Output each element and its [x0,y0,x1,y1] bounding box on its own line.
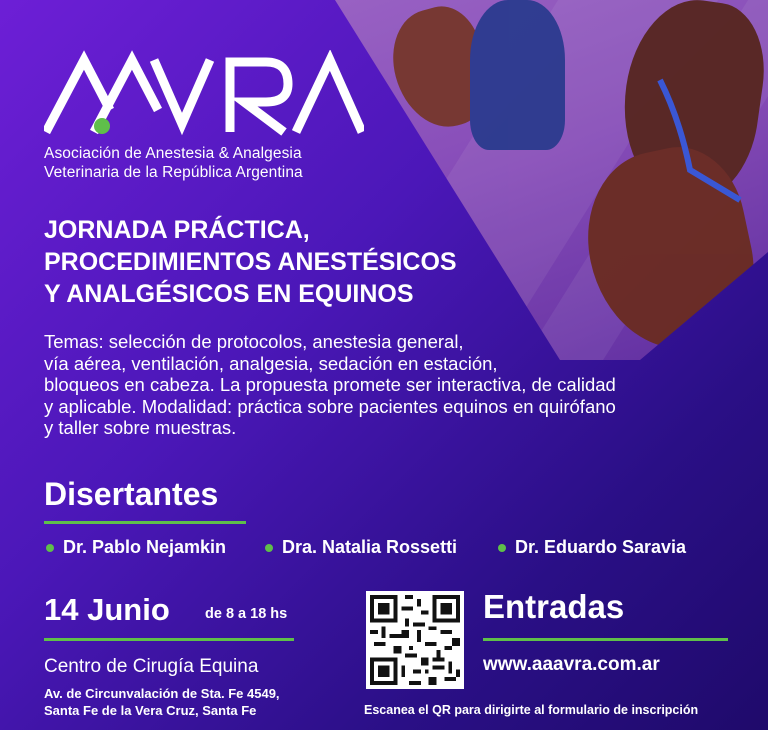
halter-icon [650,60,760,210]
description-line: Temas: selección de protocolos, anestesia general, [44,331,464,352]
description-line: vía aérea, ventilación, analgesia, sedación en estación, [44,352,498,374]
headline-line: JORNADA PRÁCTICA, [44,216,310,244]
bullet-icon [265,544,273,552]
bullet-icon [46,544,54,552]
speaker-name: Dr. Eduardo Saravia [515,537,687,557]
event-hours: de 8 a 18 hs [205,606,288,622]
date-divider [44,638,294,641]
person-with-horse [470,0,565,150]
speaker-name: Dra. Natalia Rossetti [282,537,458,557]
tickets-title: Entradas [483,588,625,625]
description-line: y aplicable. Modalidad: práctica sobre pacientes equinos en quirófano [44,395,616,417]
speakers-title: Disertantes [44,476,219,512]
qr-caption: Escanea el QR para dirigirte al formulario de inscripción [364,703,699,717]
headline-line: PROCEDIMIENTOS ANESTÉSICOS [44,248,457,276]
org-name-line2: Veterinaria de la República Argentina [44,164,303,181]
event-date: 14 Junio [44,592,170,627]
venue-address-line1: Av. de Circunvalación de Sta. Fe 4549, [44,686,280,701]
venue-address-line2: Santa Fe de la Vera Cruz, Santa Fe [44,703,257,718]
qr-code-icon[interactable] [366,591,464,689]
tickets-divider [483,638,728,641]
description-line: y taller sobre muestras. [44,417,237,438]
description-line: bloqueos en cabeza. La propuesta promete ser interactiva, de calidad [44,374,616,395]
speaker-item [498,537,686,558]
speaker-item [46,537,226,558]
org-name-line1: Asociación de Anestesia & Analgesia [44,145,302,162]
venue-name: Centro de Cirugía Equina [44,656,259,677]
speakers-divider [44,521,246,524]
aaavra-logo-icon [44,50,364,140]
event-description [44,331,724,439]
registration-link[interactable]: www.aaavra.com.ar [483,654,660,675]
speaker-item [265,537,457,558]
headline-line: Y ANALGÉSICOS EN EQUINOS [44,280,414,308]
bullet-icon [498,544,506,552]
speaker-name: Dr. Pablo Nejamkin [63,537,227,557]
event-headline [44,214,604,310]
